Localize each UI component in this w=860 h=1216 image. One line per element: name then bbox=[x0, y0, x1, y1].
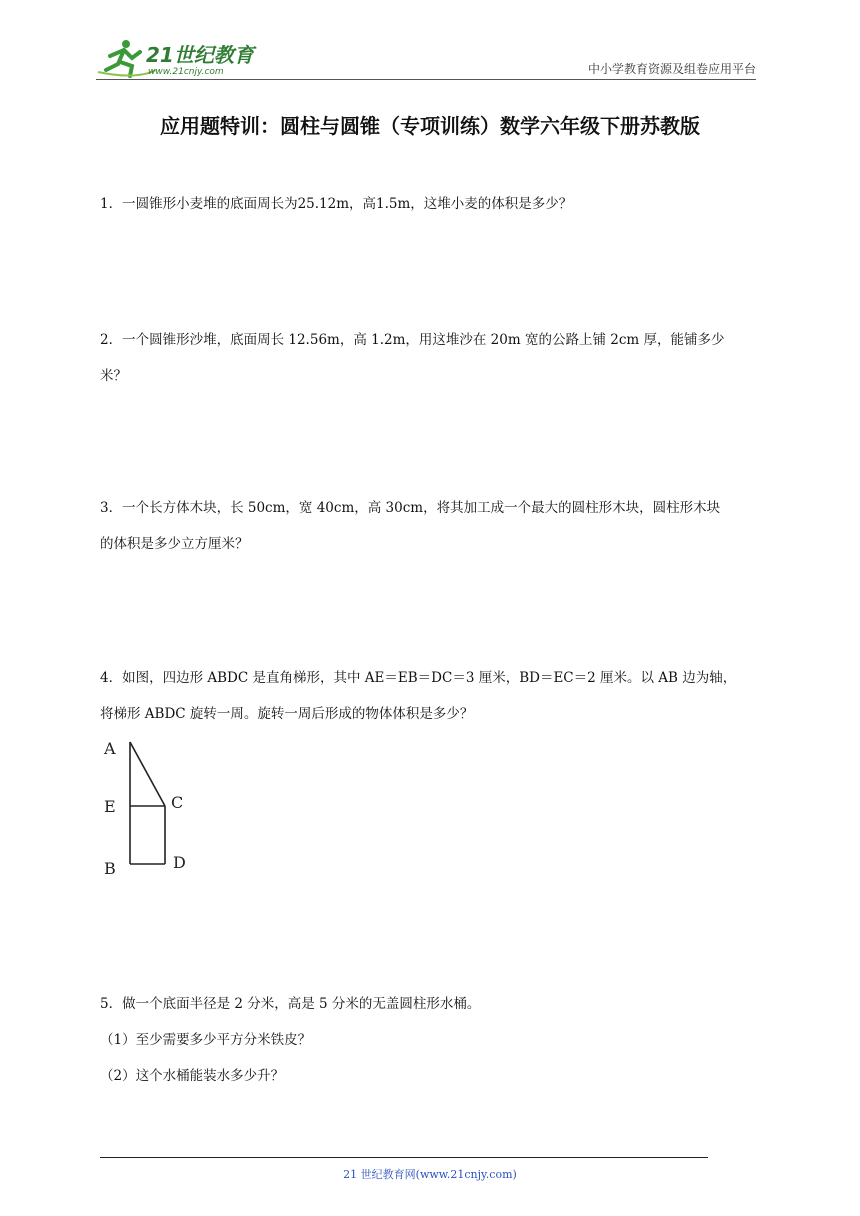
question-text: 1．一圆锥形小麦堆的底面周长为25.12m，高1.5m，这堆小麦的体积是多少？ bbox=[100, 196, 573, 212]
question-subpart: （2）这个水桶能装水多少升？ bbox=[100, 1068, 285, 1084]
label-c: C bbox=[171, 793, 184, 812]
footer-divider bbox=[100, 1157, 708, 1158]
question-1 bbox=[100, 186, 764, 222]
question-text: 将梯形 ABDC 旋转一周。旋转一周后形成的物体体积是多少？ bbox=[100, 706, 474, 722]
label-e: E bbox=[104, 797, 116, 816]
header-divider bbox=[96, 79, 756, 80]
trapezoid-figure bbox=[100, 736, 200, 878]
question-2 bbox=[100, 322, 764, 394]
question-text: 5．做一个底面半径是 2 分米，高是 5 分米的无盖圆柱形水桶。 bbox=[100, 996, 481, 1012]
question-text: 的体积是多少立方厘米？ bbox=[100, 536, 249, 552]
question-text: 4．如图，四边形 ABDC 是直角梯形，其中 AE＝EB＝DC＝3 厘米，BD＝EC＝2 厘米。以 AB 边为轴， bbox=[100, 670, 737, 686]
page-title: 应用题特训：圆柱与圆锥（专项训练）数学六年级下册苏教版 bbox=[160, 114, 700, 138]
question-text: 3．一个长方体木块，长 50cm，宽 40cm，高 30cm，将其加工成一个最大的圆柱形木块，圆柱形木块 bbox=[100, 500, 721, 516]
footer-link[interactable]: 21 世纪教育网(www.21cnjy.com) bbox=[343, 1168, 517, 1181]
label-d: D bbox=[173, 853, 186, 872]
site-logo bbox=[96, 36, 266, 80]
question-text: 米？ bbox=[100, 368, 127, 384]
logo-text: 21世纪教育 bbox=[146, 43, 254, 67]
logo-url: www.21cnjy.com bbox=[148, 67, 224, 77]
question-5 bbox=[100, 986, 764, 1094]
question-text: 2．一个圆锥形沙堆，底面周长 12.56m，高 1.2m，用这堆沙在 20m 宽的公路上铺 2cm 厚，能铺多少 bbox=[100, 332, 725, 348]
question-4 bbox=[100, 660, 764, 732]
question-subpart: （1）至少需要多少平方分米铁皮？ bbox=[100, 1032, 312, 1048]
label-b: B bbox=[104, 859, 116, 878]
platform-caption: 中小学教育资源及组卷应用平台 bbox=[587, 62, 756, 76]
label-a: A bbox=[104, 739, 116, 758]
question-3 bbox=[100, 490, 764, 562]
